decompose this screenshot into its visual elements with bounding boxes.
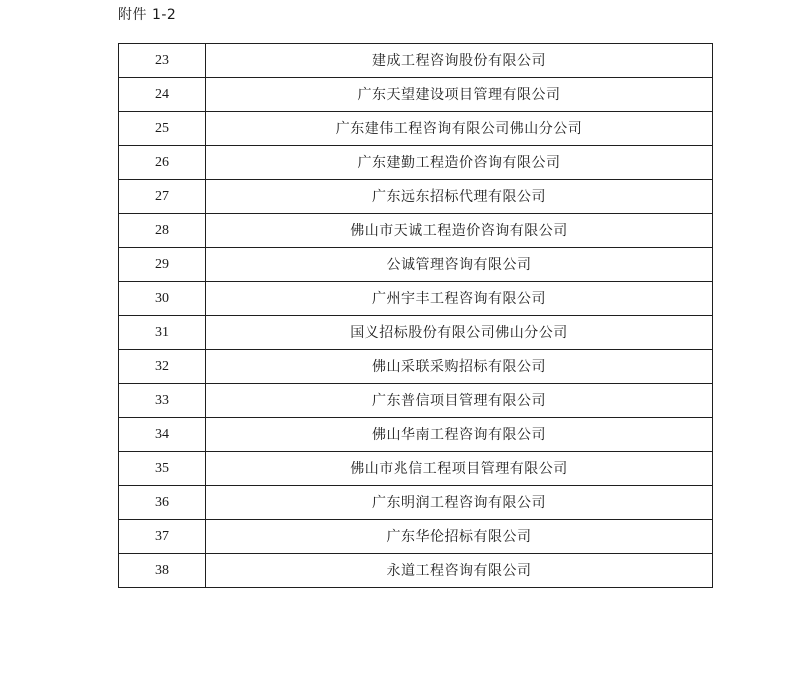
row-number: 23 <box>119 44 206 78</box>
row-number: 25 <box>119 112 206 146</box>
row-number: 28 <box>119 214 206 248</box>
company-name: 佛山市兆信工程项目管理有限公司 <box>206 452 713 486</box>
table-row <box>119 384 713 418</box>
table-row <box>119 452 713 486</box>
company-table <box>118 43 713 588</box>
table-row <box>119 418 713 452</box>
company-name: 佛山华南工程咨询有限公司 <box>206 418 713 452</box>
company-name: 广东华伦招标有限公司 <box>206 520 713 554</box>
table-row <box>119 554 713 588</box>
row-number: 30 <box>119 282 206 316</box>
row-number: 33 <box>119 384 206 418</box>
company-name: 建成工程咨询股份有限公司 <box>206 44 713 78</box>
attachment-label: 附件 1-2 <box>118 7 177 23</box>
company-name: 佛山市天诚工程造价咨询有限公司 <box>206 214 713 248</box>
company-name: 广州宇丰工程咨询有限公司 <box>206 282 713 316</box>
table-row <box>119 350 713 384</box>
table-row <box>119 520 713 554</box>
row-number: 27 <box>119 180 206 214</box>
row-number: 38 <box>119 554 206 588</box>
row-number: 37 <box>119 520 206 554</box>
table-row <box>119 180 713 214</box>
row-number: 26 <box>119 146 206 180</box>
row-number: 29 <box>119 248 206 282</box>
table-row <box>119 316 713 350</box>
table-row <box>119 214 713 248</box>
company-name: 广东建伟工程咨询有限公司佛山分公司 <box>206 112 713 146</box>
table-row <box>119 282 713 316</box>
company-name: 广东建勤工程造价咨询有限公司 <box>206 146 713 180</box>
row-number: 34 <box>119 418 206 452</box>
company-name: 广东天望建设项目管理有限公司 <box>206 78 713 112</box>
company-table-body <box>119 44 713 588</box>
table-row <box>119 248 713 282</box>
row-number: 32 <box>119 350 206 384</box>
table-row <box>119 78 713 112</box>
company-name: 永道工程咨询有限公司 <box>206 554 713 588</box>
table-row <box>119 44 713 78</box>
table-row <box>119 486 713 520</box>
company-name: 国义招标股份有限公司佛山分公司 <box>206 316 713 350</box>
row-number: 31 <box>119 316 206 350</box>
row-number: 35 <box>119 452 206 486</box>
row-number: 24 <box>119 78 206 112</box>
table-row <box>119 112 713 146</box>
company-name: 公诚管理咨询有限公司 <box>206 248 713 282</box>
company-name: 广东远东招标代理有限公司 <box>206 180 713 214</box>
company-name: 广东明润工程咨询有限公司 <box>206 486 713 520</box>
row-number: 36 <box>119 486 206 520</box>
company-name: 佛山采联采购招标有限公司 <box>206 350 713 384</box>
table-row <box>119 146 713 180</box>
company-name: 广东普信项目管理有限公司 <box>206 384 713 418</box>
